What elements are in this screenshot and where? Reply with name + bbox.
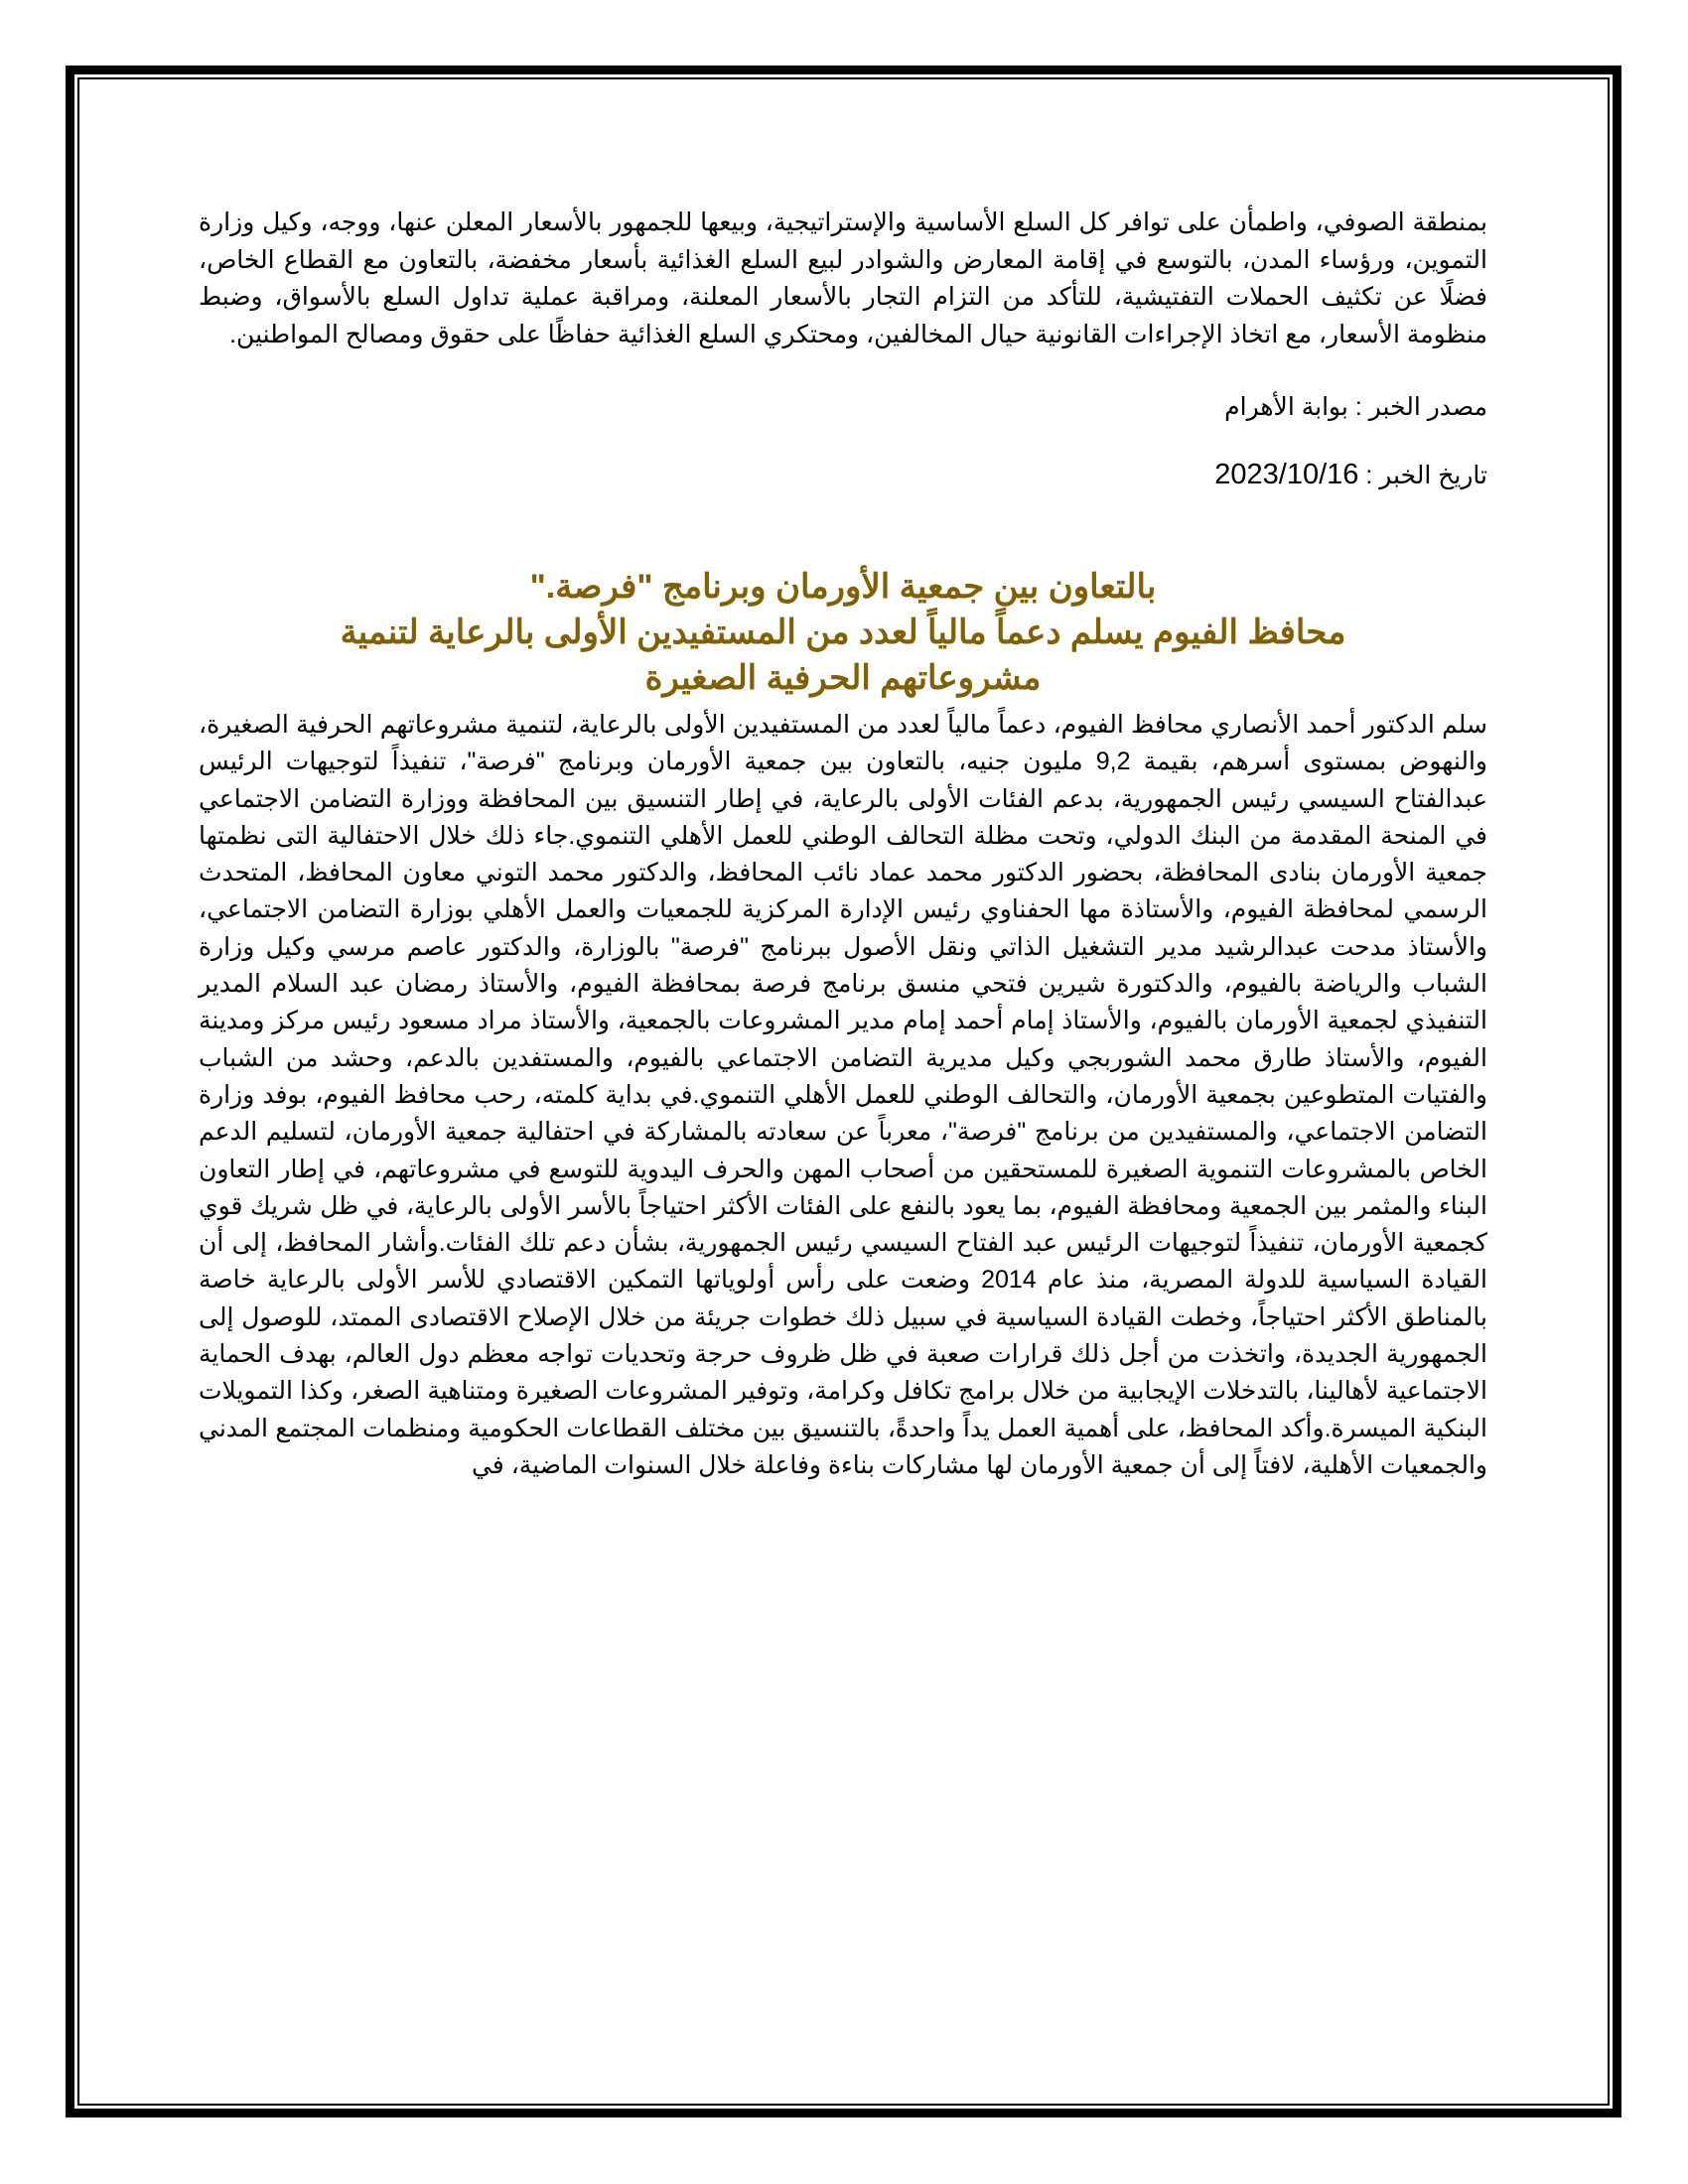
- news-date-value: 2023/10/16: [1214, 458, 1359, 490]
- headline-line-2: محافظ الفيوم يسلم دعماً مالياً لعدد من المستفيدين الأولى بالرعاية لتنمية: [340, 614, 1346, 651]
- news-source-label: مصدر الخبر :: [1354, 393, 1487, 421]
- news-date: [199, 457, 1487, 495]
- article-headline: [199, 564, 1487, 701]
- article-body-paragraph: سلم الدكتور أحمد الأنصاري محافظ الفيوم، دعماً مالياً لعدد من المستفيدين الأولى بالرعاية، لتنمية مشروعاتهم الحرفية الصغيرة، والنهوض بمستوى أسرهم، بقيمة 9,2 مليون جنيه، بالتعاون بين جمعية الأورمان وبرنامج "فرصة"، تنفيذاً لتوجيهات الرئيس عبدالفتاح السيسي رئيس الجمهورية، بدعم الفئات الأولى بالرعاية، في إطار التنسيق بين المحافظة ووزارة التضامن الاجتماعي في المنحة المقدمة من البنك الدولي، وتحت مظلة التحالف الوطني للعمل الأهلي التنموي.جاء ذلك خلال الاحتفالية التى نظمتها جمعية الأورمان بنادى المحافظة، بحضور الدكتور محمد عماد نائب المحافظ، والدكتور محمد التوني معاون المحافظ، المتحدث الرسمي لمحافظة الفيوم، والأستاذة مها الحفناوي رئيس الإدارة المركزية للجمعيات والعمل الأهلي بوزارة التضامن الاجتماعي، والأستاذ مدحت عبدالرشيد مدير التشغيل الذاتي ونقل الأصول ببرنامج "فرصة" بالوزارة، والدكتور عاصم مرسي وكيل وزارة الشباب والرياضة بالفيوم، والدكتورة شيرين فتحي منسق برنامج فرصة بمحافظة الفيوم، والأستاذ رمضان عبد السلام المدير التنفيذي لجمعية الأورمان بالفيوم، والأستاذ إمام أحمد إمام مدير المشروعات بالجمعية، والأستاذ مراد مسعود رئيس مركز ومدينة الفيوم، والأستاذ طارق محمد الشوربجي وكيل مديرية التضامن الاجتماعي بالفيوم، والمستفدين بالدعم، وحشد من الشباب والفتيات المتطوعين بجمعية الأورمان، والتحالف الوطني للعمل الأهلي التنموي.في بداية كلمته، رحب محافظ الفيوم، بوفد وزارة التضامن الاجتماعي، والمستفيدين من برنامج "فرصة"، معرباً عن سعادته بالمشاركة في احتفالية جمعية الأورمان، لتسليم الدعم الخاص بالمشروعات التنموية الصغيرة للمستحقين من أصحاب المهن والحرف اليدوية للتوسع في مشروعاتهم، في إطار التعاون البناء والمثمر بين الجمعية ومحافظة الفيوم، بما يعود بالنفع على الفئات الأكثر احتياجاً بالأسر الأولى بالرعاية، في ظل شريك قوي كجمعية الأورمان، تنفيذاً لتوجيهات الرئيس عبد الفتاح السيسي رئيس الجمهورية، بشأن دعم تلك الفئات.وأشار المحافظ، إلى أن القيادة السياسية للدولة المصرية، منذ عام 2014 وضعت على رأس أولوياتها التمكين الاقتصادي للأسر الأولى بالرعاية خاصة بالمناطق الأكثر احتياجاً، وخطت القيادة السياسية في سبيل ذلك خطوات جريئة من خلال الإصلاح الاقتصادى الممتد، للوصول إلى الجمهورية الجديدة، واتخذت من أجل ذلك قرارات صعبة في ظل ظروف حرجة وتحديات تواجه معظم دول العالم، بهدف الحماية الاجتماعية لأهالينا، بالتدخلات الإيجابية من خلال برامج تكافل وكرامة، وتوفير المشروعات الصغيرة ومتناهية الصغر، وكذا التمويلات البنكية الميسرة.وأكد المحافظ، على أهمية العمل يداً واحدةً، بالتنسيق بين مختلف القطاعات الحكومية ومنظمات المجتمع المدني والجمعيات الأهلية، لافتاً إلى أن جمعية الأورمان لها مشاركات بناءة وفاعلة خلال السنوات الماضية، في: [199, 711, 1488, 1479]
- document-content: [199, 205, 1487, 1484]
- news-source-value: بوابة الأهرام: [1224, 393, 1348, 421]
- headline-line-3: مشروعاتهم الحرفية الصغيرة: [644, 659, 1042, 697]
- headline-line-1: بالتعاون بين جمعية الأورمان وبرنامج "فرصة.": [529, 568, 1157, 606]
- article-body: [199, 707, 1487, 1484]
- news-date-label: تاريخ الخبر :: [1365, 461, 1487, 489]
- intro-paragraph: بمنطقة الصوفي، واطمأن على توافر كل السلع الأساسية والإستراتيجية، وبيعها للجمهور بالأسعار المعلن عنها، ووجه، وكيل وزارة التموين، ورؤساء المدن، بالتوسع في إقامة المعارض والشوادر لبيع السلع الغذائية بأسعار مخفضة، بالتعاون مع القطاع الخاص، فضلًا عن تكثيف الحملات التفتيشية، للتأكد من التزام التجار بالأسعار المعلنة، ومراقبة عملية تداول السلع بالأسواق، وضبط منظومة الأسعار، مع اتخاذ الإجراءات القانونية حيال المخالفين، ومحتكري السلع الغذائية حفاظًا على حقوق ومصالح المواطنين.: [199, 208, 1487, 348]
- news-source: [199, 389, 1487, 427]
